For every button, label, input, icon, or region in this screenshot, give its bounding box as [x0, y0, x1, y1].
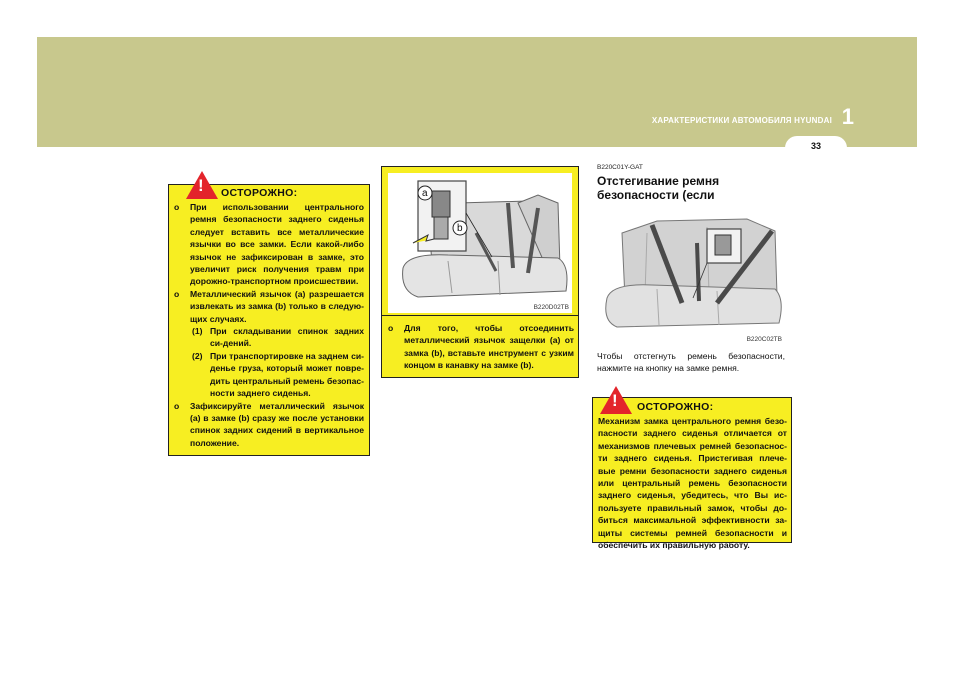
seat-illustration: [388, 173, 572, 313]
rear-seat-buckle-image: [388, 173, 572, 313]
page-number: 33: [785, 136, 847, 156]
sub-list-item: (2) При транспортировке на заднем си-денье груза, который может повре-дить центральный ремень безопас-ности заднего сиденья.: [192, 350, 364, 399]
section-code: B220C01Y-GAT: [597, 164, 643, 171]
warning-triangle-icon: !: [186, 171, 218, 199]
list-item: o Зафиксируйте металлический язычок (a) в замке (b) сразу же после установки спинок задних сидений в вертикальное положение.: [174, 400, 364, 448]
figure-box: [381, 166, 579, 316]
section-title: Отстегивание ремня безопасности (если: [597, 174, 720, 202]
figure-code: B220C02TB: [746, 336, 782, 343]
figure-caption-box: [381, 316, 579, 378]
callout-b: b: [457, 223, 463, 234]
sub-list-item: (1) При складывании спинок задних си-дений.: [192, 326, 364, 349]
list-item: o Металлический язычок (a) разрешается извлекать из замка (b) только в следую-щих случаях.: [174, 288, 364, 324]
chapter-number: 1: [841, 104, 854, 129]
seat-photo: [597, 203, 785, 345]
figure-caption: o Для того, чтобы отсоединить металлический язычок защелки (a) от замка (b), вставьте инструмент с узким концом в канавку на замке (b).: [388, 323, 574, 371]
warning-text-left: [174, 201, 364, 449]
warning-title: ОСТОРОЖНО:: [637, 401, 714, 413]
callout-a: a: [422, 188, 428, 199]
list-item: o При использовании центрального ремня безопасности заднего сиденья следует вставить все металлические язычки во все замки. Если какой-либо язычок не зафиксирован в замке, это увеличит риск получения травм при дорожно-транспортном происшествии.: [174, 202, 364, 287]
warning-text-right: Механизм замка центрального ремня безо-пасности заднего сиденья отличается от механизмов плечевых ремней безопаснос-ти заднего сиденья. Пристегивая плече-вые ремни безопасности заднего сиденья или центральный ремень безопасности заднего сиденья, убедитесь, что Вы ис-пользуете правильный замок, чтобы до-биться максимальной эффективности за-щиты системы ремней безопасности и обеспечить их правильную работу.: [598, 416, 787, 551]
section-body: Чтобы отстегнуть ремень безопасности, нажмите на кнопку на замке ремня.: [597, 351, 785, 373]
chapter-title: ХАРАКТЕРИСТИКИ АВТОМОБИЛЯ HYUNDAI: [651, 116, 832, 125]
figure-code: B220D02TB: [533, 304, 569, 311]
warning-box-left: [168, 176, 370, 456]
warning-triangle-icon: !: [600, 386, 632, 414]
warning-title: ОСТОРОЖНО:: [221, 187, 298, 199]
header-band: [37, 37, 917, 147]
rear-seat-belt-image: [597, 203, 785, 345]
warning-box-right: [592, 391, 792, 551]
